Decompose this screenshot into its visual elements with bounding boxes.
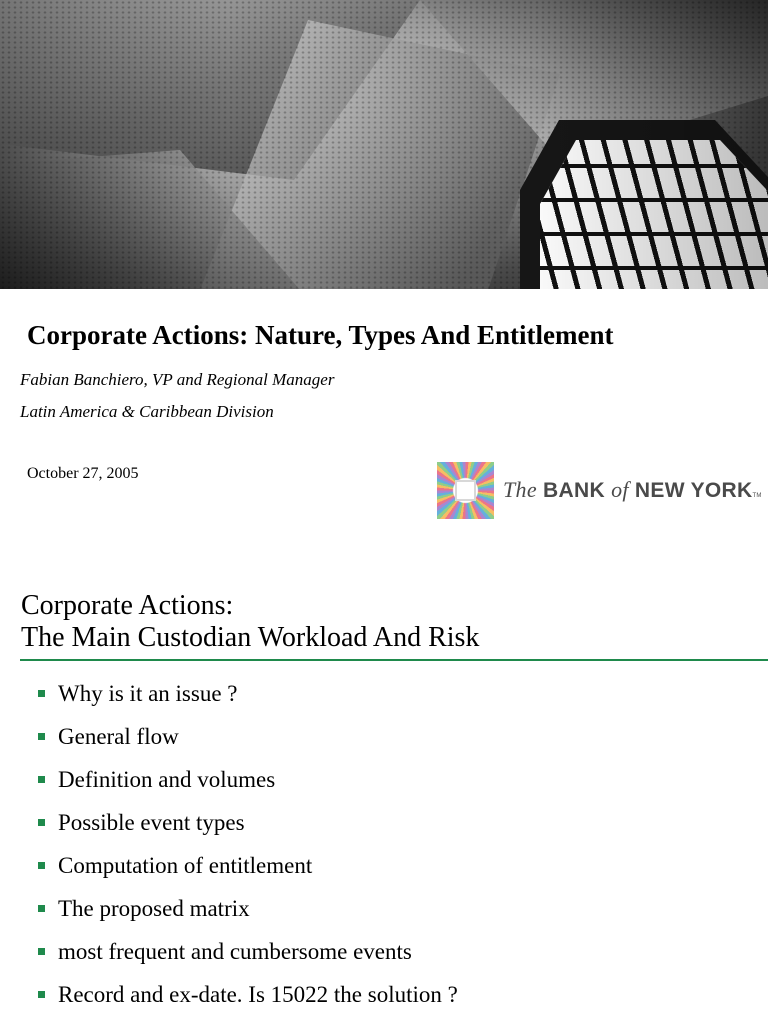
bullet-square-icon (38, 991, 45, 998)
list-item-text: Computation of entitlement (58, 852, 313, 878)
bank-of-new-york-logo (437, 462, 762, 520)
bullet-square-icon (38, 819, 45, 826)
logo-bank: BANK (543, 479, 605, 502)
list-item-text: General flow (58, 723, 179, 749)
division-line: Latin America & Caribbean Division (20, 402, 274, 421)
list-item (38, 887, 458, 930)
slide-title-line1: Corporate Actions: (21, 590, 234, 621)
logo-new-york: NEW YORK (634, 479, 753, 502)
bullet-square-icon (38, 776, 45, 783)
logo-trademark: TM (752, 493, 762, 499)
list-item (38, 715, 458, 758)
bullet-square-icon (38, 905, 45, 912)
bullet-square-icon (38, 690, 45, 697)
list-item-text: The proposed matrix (58, 895, 250, 921)
agenda-list (38, 672, 458, 1016)
photo-shading (0, 0, 768, 289)
bullet-square-icon (38, 862, 45, 869)
list-item-text: Definition and volumes (58, 766, 276, 792)
slide-title-line2: The Main Custodian Workload And Risk (21, 622, 480, 653)
logo-of: of (611, 477, 629, 502)
logo-square-icon (455, 480, 476, 501)
list-item-text: most frequent and cumbersome events (58, 938, 412, 964)
list-item (38, 973, 458, 1016)
title-divider (20, 659, 768, 661)
bullet-square-icon (38, 733, 45, 740)
list-item (38, 801, 458, 844)
list-item-text: Possible event types (58, 809, 245, 835)
list-item (38, 672, 458, 715)
logo-the: The (503, 477, 537, 502)
author-line: Fabian Banchiero, VP and Regional Manager (20, 370, 335, 389)
presentation-title: Corporate Actions: Nature, Types And Entitlement (27, 320, 614, 350)
list-item-text: Record and ex-date. Is 15022 the solution ? (58, 981, 458, 1007)
list-item-text: Why is it an issue ? (58, 680, 238, 706)
list-item (38, 844, 458, 887)
presentation-date: October 27, 2005 (27, 465, 139, 482)
list-item (38, 930, 458, 973)
list-item (38, 758, 458, 801)
header-photo (0, 0, 768, 289)
slide-title (21, 590, 479, 654)
logo-wordmark (503, 477, 762, 503)
bullet-square-icon (38, 948, 45, 955)
